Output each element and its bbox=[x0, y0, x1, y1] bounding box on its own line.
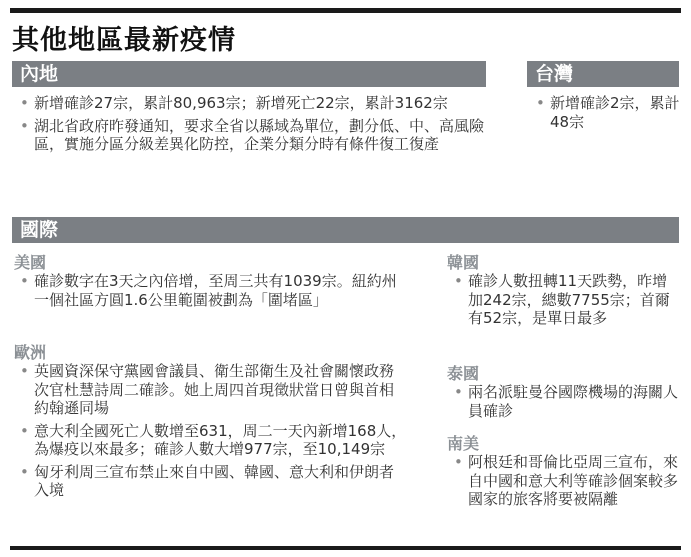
bottom-rule bbox=[10, 546, 681, 550]
subheading-south-america: 南美 bbox=[447, 434, 480, 453]
korea-list bbox=[450, 272, 682, 332]
subheading-us: 美國 bbox=[14, 253, 47, 272]
list-item: • 意大利全國死亡人數增至631，周二一天內新增168人，為爆疫以來最多；確診人數大增977宗，至10,149宗 bbox=[16, 422, 408, 459]
list-item: • 新增確診27宗，累計80,963宗；新增死亡22宗，累計3162宗 bbox=[16, 94, 494, 113]
section-header-international: 國際 bbox=[12, 217, 679, 243]
list-item: • 兩名派駐曼谷國際機場的海關人員確診 bbox=[450, 383, 682, 420]
thailand-list bbox=[450, 383, 682, 424]
subheading-korea: 韓國 bbox=[447, 253, 480, 272]
page-title: 其他地區最新疫情 bbox=[12, 25, 236, 56]
taiwan-list bbox=[532, 94, 682, 135]
mainland-list bbox=[16, 94, 494, 158]
list-item: • 確診人數扭轉11天跌勢，昨增加242宗，總數7755宗；首爾有52宗，是單日最多 bbox=[450, 272, 682, 328]
list-item: • 湖北省政府昨發通知，要求全省以縣域為單位，劃分低、中、高風險區，實施分區分級差異化防控，企業分類分時有條件復工復產 bbox=[16, 117, 494, 154]
us-list bbox=[16, 272, 408, 313]
subheading-europe: 歐洲 bbox=[14, 343, 47, 362]
section-header-taiwan: 台灣 bbox=[527, 61, 679, 87]
top-rule bbox=[10, 8, 681, 13]
section-header-mainland: 內地 bbox=[12, 61, 486, 87]
list-item: • 匈牙利周三宣布禁止來自中國、韓國、意大利和伊朗者入境 bbox=[16, 463, 408, 500]
subheading-thailand: 泰國 bbox=[447, 364, 480, 383]
europe-list bbox=[16, 362, 408, 504]
list-item: • 新增確診2宗，累計48宗 bbox=[532, 94, 682, 131]
list-item: • 英國資深保守黨國會議員、衛生部衛生及社會關懷政務次官杜慧詩周二確診。她上周四首現徵狀當日曾與首相約翰遜同場 bbox=[16, 362, 408, 418]
south-america-list bbox=[450, 453, 682, 513]
list-item: • 阿根廷和哥倫比亞周三宣布，來自中國和意大利等確診個案較多國家的旅客將要被隔離 bbox=[450, 453, 682, 509]
list-item: • 確診數字在3天之內倍增，至周三共有1039宗。紐約州一個社區方圓1.6公里範圍被劃為「圍堵區」 bbox=[16, 272, 408, 309]
